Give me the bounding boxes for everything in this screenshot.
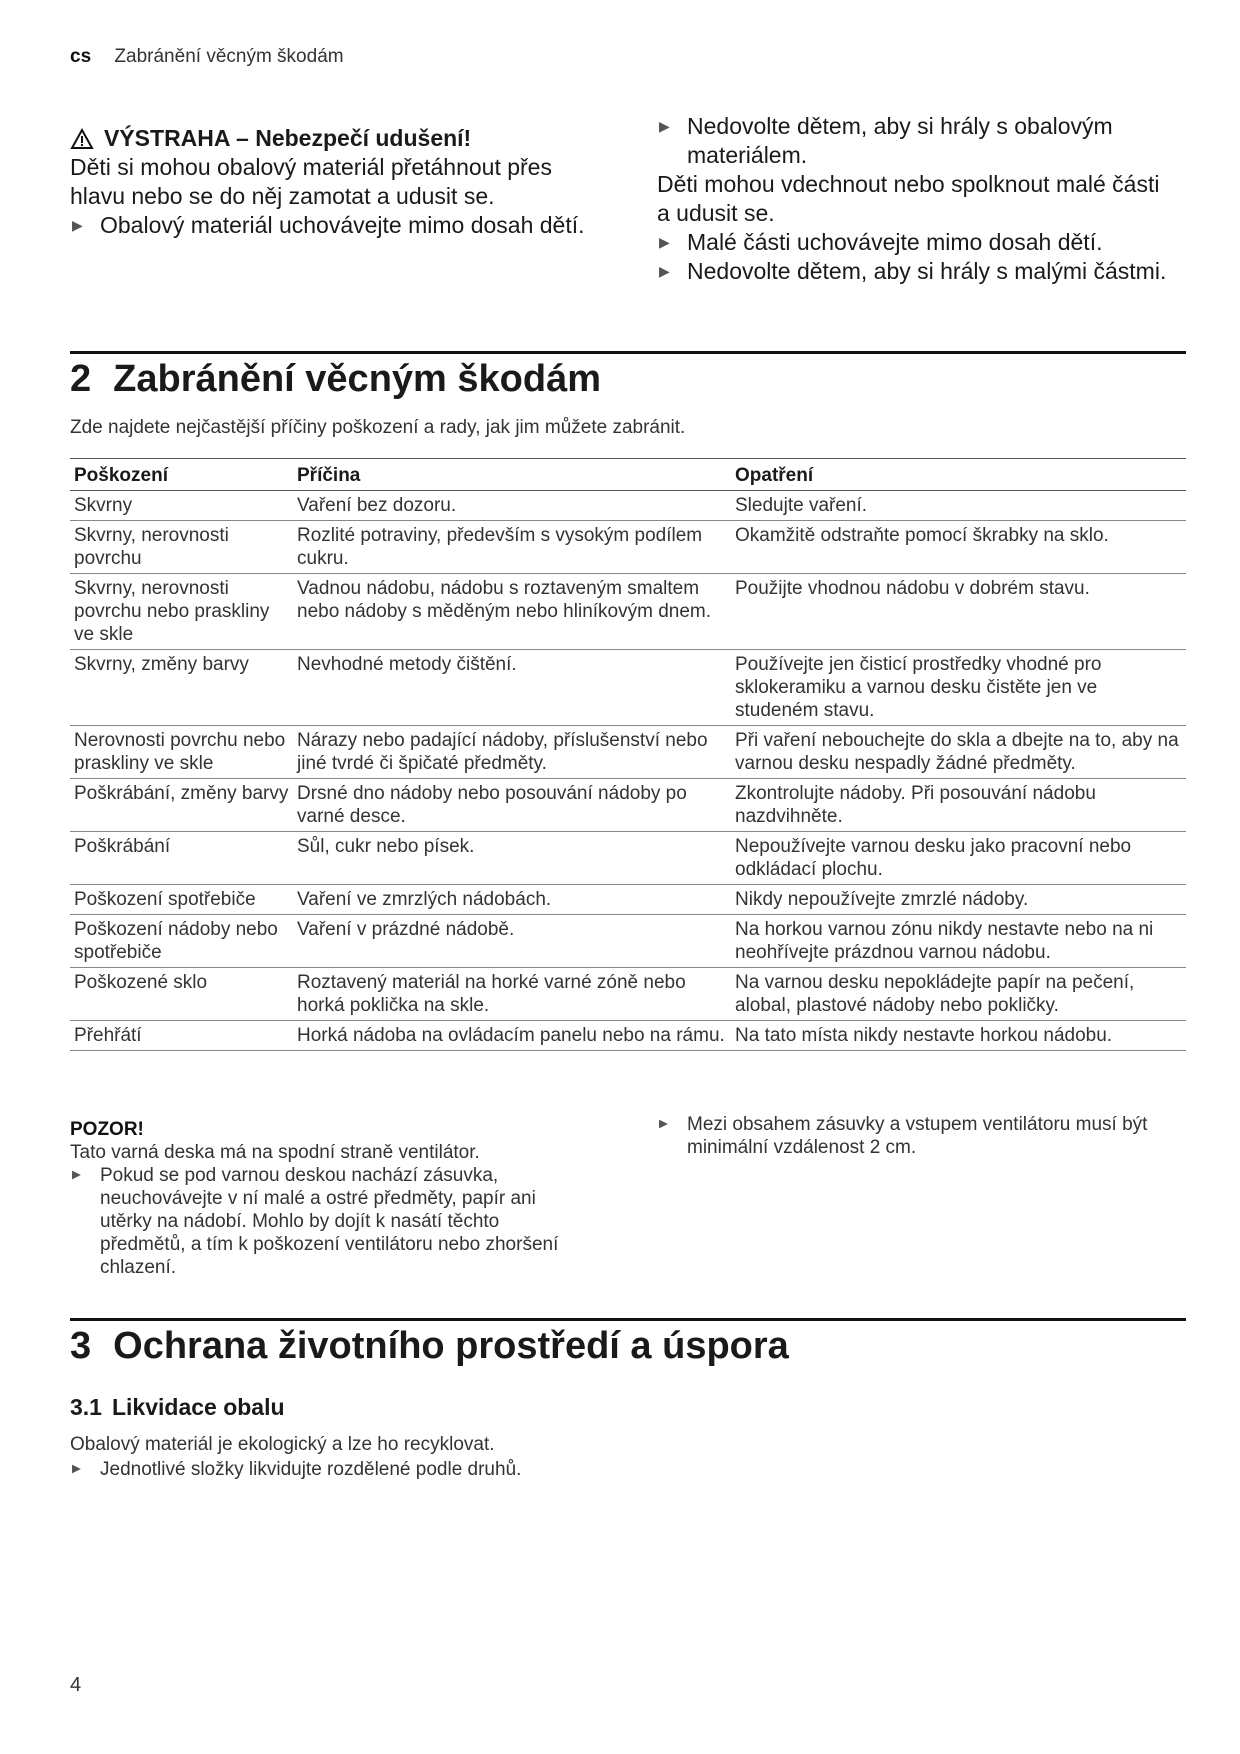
section-divider: [70, 351, 1186, 354]
warning-triangle-icon: [70, 128, 94, 150]
table-cell: Poškození nádoby nebo spotřebiče: [70, 915, 293, 968]
table-cell: Skvrny, nerovnosti povrchu nebo praskliny ve skle: [70, 574, 293, 650]
section-2-intro: Zde najdete nejčastější příčiny poškození a rady, jak jim můžete zabránit.: [70, 417, 686, 438]
table-cell: Vadnou nádobu, nádobu s roztaveným smaltem nebo nádoby s měděným nebo hliníkovým dnem.: [293, 574, 731, 650]
table-row: [70, 885, 1186, 915]
table-row: [70, 968, 1186, 1021]
table-cell: Poškozené sklo: [70, 968, 293, 1021]
table-cell: Vaření v prázdné nádobě.: [293, 915, 731, 968]
table-row: [70, 726, 1186, 779]
table-row: [70, 650, 1186, 726]
bullet-arrow-icon: ▶: [72, 1169, 81, 1181]
table-cell: Na tato místa nikdy nestavte horkou nádobu.: [731, 1021, 1186, 1051]
subsection-bullet: ▶ Jednotlivé složky likvidujte rozdělené podle druhů.: [72, 1459, 522, 1480]
page-number: 4: [70, 1674, 82, 1696]
section-divider: [70, 1318, 1186, 1321]
table-cell: Vaření ve zmrzlých nádobách.: [293, 885, 731, 915]
warning-heading: [70, 124, 600, 153]
table-cell: Drsné dno nádoby nebo posouvání nádoby po varné desce.: [293, 779, 731, 832]
table-cell: Skvrny, změny barvy: [70, 650, 293, 726]
warning-right: [657, 112, 1177, 286]
bullet-arrow-icon: ▶: [72, 218, 83, 233]
table-cell: Poškození spotřebiče: [70, 885, 293, 915]
subsection-3-1-body: [70, 1432, 1170, 1482]
caution-bullet: ▶ Pokud se pod varnou deskou nachází zásuvka, neuchovávejte v ní malé a ostré předměty, papír ani utěrky na nádobí. Mohlo by dojít k nasátí těchto předmětů, a tím k poškození ventilátoru nebo zhoršení chlazení.: [72, 1165, 559, 1278]
table-row: [70, 574, 1186, 650]
table-cell: Použijte vhodnou nádobu v dobrém stavu.: [731, 574, 1186, 650]
subsection-text: Obalový materiál je ekologický a lze ho recyklovat.: [70, 1434, 495, 1455]
table-header-row: [70, 459, 1186, 491]
section-2-heading: 2 Zabránění věcným škodám: [70, 358, 601, 400]
table-cell: Nerovnosti povrchu nebo praskliny ve skle: [70, 726, 293, 779]
table-row: [70, 521, 1186, 574]
column-header: Opatření: [731, 459, 1186, 491]
table-cell: Nevhodné metody čištění.: [293, 650, 731, 726]
table-cell: Nepoužívejte varnou desku jako pracovní nebo odkládací plochu.: [731, 832, 1186, 885]
table-cell: Skvrny: [70, 491, 293, 521]
table-cell: Poškrábání: [70, 832, 293, 885]
page-header: [70, 46, 344, 68]
caution-box: [70, 1118, 590, 1279]
table-cell: Nikdy nepoužívejte zmrzlé nádoby.: [731, 885, 1186, 915]
table-cell: Přehřátí: [70, 1021, 293, 1051]
table-cell: Roztavený materiál na horké varné zóně nebo horká poklička na skle.: [293, 968, 731, 1021]
damage-table: [70, 458, 1186, 1051]
table-row: [70, 779, 1186, 832]
warning-left: [70, 124, 600, 240]
warning-text: Děti si mohou obalový materiál přetáhnout přes hlavu nebo se do něj zamotat a udusit se.: [70, 154, 552, 209]
table-cell: Rozlité potraviny, především s vysokým podílem cukru.: [293, 521, 731, 574]
table-cell: Při vaření nebouchejte do skla a dbejte na to, aby na varnou desku nespadly žádné předměty.: [731, 726, 1186, 779]
bullet-arrow-icon: ▶: [72, 1463, 81, 1475]
caution-box-right: [657, 1113, 1177, 1159]
table-cell: Používejte jen čisticí prostředky vhodné pro sklokeramiku a varnou desku čistěte jen ve studeném stavu.: [731, 650, 1186, 726]
column-header: Poškození: [70, 459, 293, 491]
table-cell: Vaření bez dozoru.: [293, 491, 731, 521]
header-title: Zabránění věcným škodám: [114, 46, 344, 67]
warning-text: Děti mohou vdechnout nebo spolknout malé části a udusit se.: [657, 171, 1160, 226]
table-cell: Na horkou varnou zónu nikdy nestavte nebo na ni neohřívejte prázdnou varnou nádobu.: [731, 915, 1186, 968]
bullet-arrow-icon: ▶: [659, 119, 670, 134]
bullet-arrow-icon: ▶: [659, 1118, 668, 1130]
table-cell: Na varnou desku nepokládejte papír na pečení, alobal, plastové nádoby nebo pokličky.: [731, 968, 1186, 1021]
table-cell: Sledujte vaření.: [731, 491, 1186, 521]
warning-bullet: ▶ Nedovolte dětem, aby si hrály s obalovým materiálem.: [659, 113, 1113, 168]
language-code: cs: [70, 46, 92, 67]
caution-bullet: ▶ Mezi obsahem zásuvky a vstupem ventilátoru musí být minimální vzdálenost 2 cm.: [659, 1114, 1148, 1158]
warning-bullet: ▶ Obalový materiál uchovávejte mimo dosah dětí.: [72, 212, 585, 238]
bullet-arrow-icon: ▶: [659, 235, 670, 250]
table-cell: Skvrny, nerovnosti povrchu: [70, 521, 293, 574]
column-header: Příčina: [293, 459, 731, 491]
section-3-heading: 3 Ochrana životního prostředí a úspora: [70, 1325, 789, 1367]
subsection-3-1-heading: 3.1 Likvidace obalu: [70, 1394, 285, 1420]
warning-title: VÝSTRAHA – Nebezpečí udušení!: [104, 125, 472, 151]
bullet-arrow-icon: ▶: [659, 264, 670, 279]
table-row: [70, 491, 1186, 521]
caution-title: POZOR!: [70, 1119, 144, 1140]
table-cell: Zkontrolujte nádoby. Při posouvání nádobu nazdvihněte.: [731, 779, 1186, 832]
table-row: [70, 915, 1186, 968]
table-cell: Poškrábání, změny barvy: [70, 779, 293, 832]
table-cell: Nárazy nebo padající nádoby, příslušenství nebo jiné tvrdé či špičaté předměty.: [293, 726, 731, 779]
table-row: [70, 832, 1186, 885]
table-row: [70, 1021, 1186, 1051]
table-cell: Okamžitě odstraňte pomocí škrabky na sklo.: [731, 521, 1186, 574]
warning-bullet: ▶ Nedovolte dětem, aby si hrály s malými částmi.: [659, 258, 1167, 284]
caution-text: Tato varná deska má na spodní straně ventilátor.: [70, 1142, 480, 1163]
warning-bullet: ▶ Malé části uchovávejte mimo dosah dětí.: [659, 229, 1103, 255]
table-cell: Horká nádoba na ovládacím panelu nebo na rámu.: [293, 1021, 731, 1051]
table-cell: Sůl, cukr nebo písek.: [293, 832, 731, 885]
